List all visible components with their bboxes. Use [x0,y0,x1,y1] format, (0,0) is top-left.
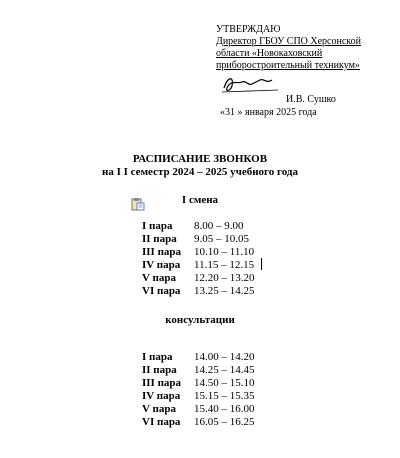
pair-time: 12.20 – 13.20 [194,271,255,284]
pair-label: IV пара [142,389,181,402]
signer-name: И.В. Сушко [286,94,336,105]
signature-icon [220,72,280,96]
pair-label: II пара [142,232,177,245]
pair-time: 10.10 – 11.10 [194,245,255,258]
document-subtitle: на I I семестр 2024 – 2025 учебного года [102,166,298,178]
shift-label: I смена [181,194,219,206]
pair-label: VI пара [142,284,181,297]
schedule-row [142,402,255,415]
pair-time: 13.25 – 14.25 [194,284,255,297]
schedule-row [142,219,255,232]
approval-heading: УТВЕРЖДАЮ [216,24,281,35]
bell-schedule [142,219,255,297]
consultation-schedule [142,350,255,428]
pair-label: V пара [142,402,176,415]
pair-label: III пара [142,245,182,258]
pair-time: 11.15 – 12.15 [194,258,255,271]
schedule-row [142,232,255,245]
pair-time: 16.05 – 16.25 [194,415,255,428]
schedule-row [142,271,255,284]
approval-position-line-3: приборостроительный техникум» [216,60,360,71]
pair-time: 9.05 – 10.05 [194,232,249,245]
text-cursor [261,258,262,270]
approval-position-line-2: области «Новокаховский [216,48,323,59]
approval-position-line-1: Директор ГБОУ СПО Херсонской [216,36,361,47]
pair-time: 15.15 – 15.35 [194,389,255,402]
schedule-row [142,376,255,389]
pair-label: II пара [142,363,177,376]
pair-label: VI пара [142,415,181,428]
schedule-row [142,258,255,271]
pair-label: I пара [142,350,173,363]
pair-label: V пара [142,271,176,284]
document-title: РАСПИСАНИЕ ЗВОНКОВ [132,153,268,165]
pair-label: IV пара [142,258,181,271]
pair-time: 14.50 – 15.10 [194,376,255,389]
approval-block [216,24,361,72]
pair-time: 15.40 – 16.00 [194,402,255,415]
pair-label: III пара [142,376,182,389]
schedule-row [142,284,255,297]
consultations-label: консультации [165,314,235,326]
schedule-row [142,363,255,376]
approval-date: «31 » января 2025 года [220,107,317,118]
schedule-row [142,245,255,258]
pair-time: 8.00 – 9.00 [194,219,244,232]
pair-time: 14.00 – 14.20 [194,350,255,363]
schedule-row [142,389,255,402]
schedule-row [142,350,255,363]
schedule-row [142,415,255,428]
pair-time: 14.25 – 14.45 [194,363,255,376]
pair-label: I пара [142,219,173,232]
